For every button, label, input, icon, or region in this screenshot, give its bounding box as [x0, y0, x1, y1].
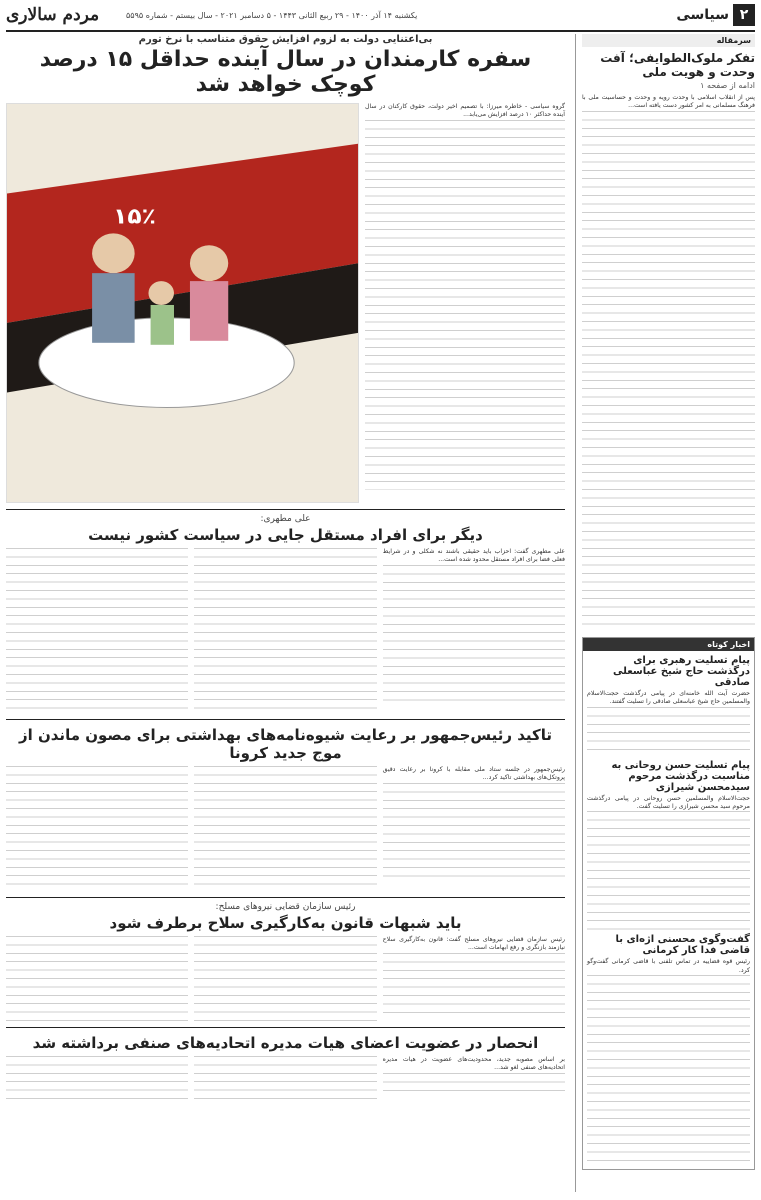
newspaper-logo: مردم سالاری — [6, 5, 100, 25]
notice-text-1: حضرت آیت الله خامنه‌ای در پیامی درگذشت حجت‌الاسلام والمسلمین حاج شیخ عباسعلی صادقی را تسلیت گفتند. — [587, 689, 750, 706]
article-unions — [6, 1027, 565, 1101]
notice-header: اخبار کوتاه — [583, 638, 754, 651]
family-table-illustration — [7, 104, 358, 502]
editorial-kicker: سرمقاله — [582, 34, 755, 47]
main-content — [6, 34, 565, 1192]
page-section: سیاسی — [676, 7, 729, 23]
right-column — [575, 34, 755, 1192]
notice-box — [582, 637, 755, 1170]
article-two-kicker: علی مطهری: — [260, 514, 311, 524]
article-weapons — [6, 897, 565, 1021]
notice-title-2: پیام تسلیت حسن روحانی به مناسبت درگذشت مرحوم سیدمحسن شیرازی — [611, 759, 750, 793]
article-four-headline: باید شبهات قانون به‌کارگیری سلاح برطرف شود — [109, 914, 462, 932]
article-corona — [6, 719, 565, 891]
lead-text-column — [365, 103, 565, 503]
editorial-body: پس از انقلاب اسلامی با وحدت رویه و وحدت و حساسیت ملی با فرهنگ مسلمانی به امر کشور دست یافته است... — [582, 94, 755, 110]
editorial-byline: ادامه از صفحه ۱ — [700, 81, 755, 90]
masthead — [6, 0, 755, 32]
lead-subtitle: بی‌اعتنایی دولت به لزوم افزایش حقوق متناسب با نرخ تورم — [138, 34, 433, 45]
article-three-body: رئیس‌جمهور در جلسه ستاد ملی مقابله با کرونا بر رعایت دقیق پروتکل‌های بهداشتی تاکید کرد... — [382, 766, 565, 782]
article-mottahari — [6, 509, 565, 713]
editorial-title: تفکر ملوک‌الطوایفی؛ آفت وحدت و هویت ملی — [600, 51, 755, 79]
page-number: ۲ — [733, 4, 755, 26]
article-three-headline: تاکید رئیس‌جمهور بر رعایت شیوه‌نامه‌های بهداشتی برای مصون ماندن از موج جدید کرونا — [18, 726, 553, 762]
notice-text-2: حجت‌الاسلام والمسلمین حسن روحانی در پیامی درگذشت مرحوم سید محسن شیرازی را تسلیت گفت. — [587, 794, 750, 811]
page-indicator — [676, 4, 755, 26]
article-five-body: بر اساس مصوبه جدید، محدودیت‌های عضویت در هیات مدیره اتحادیه‌های صنفی لغو شد... — [382, 1056, 565, 1072]
notice-text-3: رئیس قوه قضاییه در تماس تلفنی با قاضی کرمانی گفت‌وگو کرد. — [587, 958, 750, 974]
illustration-label: ۱۵٪ — [113, 204, 156, 230]
lead-story — [6, 103, 565, 503]
article-five-headline: انحصار در عضویت اعضای هیات مدیره اتحادیه‌های صنفی برداشته شد — [32, 1034, 539, 1052]
lead-headline: سفره کارمندان در سال آینده حداقل ۱۵ درصد کوچک خواهد شد — [39, 47, 532, 97]
date-line: یکشنبه ۱۴ آذر ۱۴۰۰ - ۲۹ ربیع الثانی ۱۴۴۳ - ۵ دسامبر ۲۰۲۱ - سال بیستم - شماره ۵۵۹۵ — [126, 10, 418, 20]
notice-title-3: گفت‌وگوی محسنی اژه‌ای با قاضی فدا کار کرمانی — [615, 934, 750, 957]
article-four-body: رئیس سازمان قضایی نیروهای مسلح گفت: قانون به‌کارگیری سلاح نیازمند بازنگری و رفع ابهامات است... — [382, 936, 565, 952]
notice-title-1: پیام تسلیت رهبری برای درگذشت حاج شیخ عباسعلی صادقی — [613, 654, 750, 688]
editorial-text-block — [582, 111, 755, 631]
article-two-body: علی مطهری گفت: احزاب باید حقیقی باشند نه شکلی و در شرایط فعلی فضا برای افراد مستقل محدود شده است... — [382, 548, 565, 564]
lead-illustration — [6, 103, 359, 503]
article-two-headline: دیگر برای افراد مستقل جایی در سیاست کشور نیست — [88, 526, 483, 544]
article-four-kicker: رئیس سازمان قضایی نیروهای مسلح: — [215, 902, 356, 912]
lead-body: گروه سیاسی - خاطره میرزا: با تصمیم اخیر دولت، حقوق کارکنان در سال آینده حداکثر ۱۰ درصد افزایش می‌یابد... — [365, 103, 565, 119]
